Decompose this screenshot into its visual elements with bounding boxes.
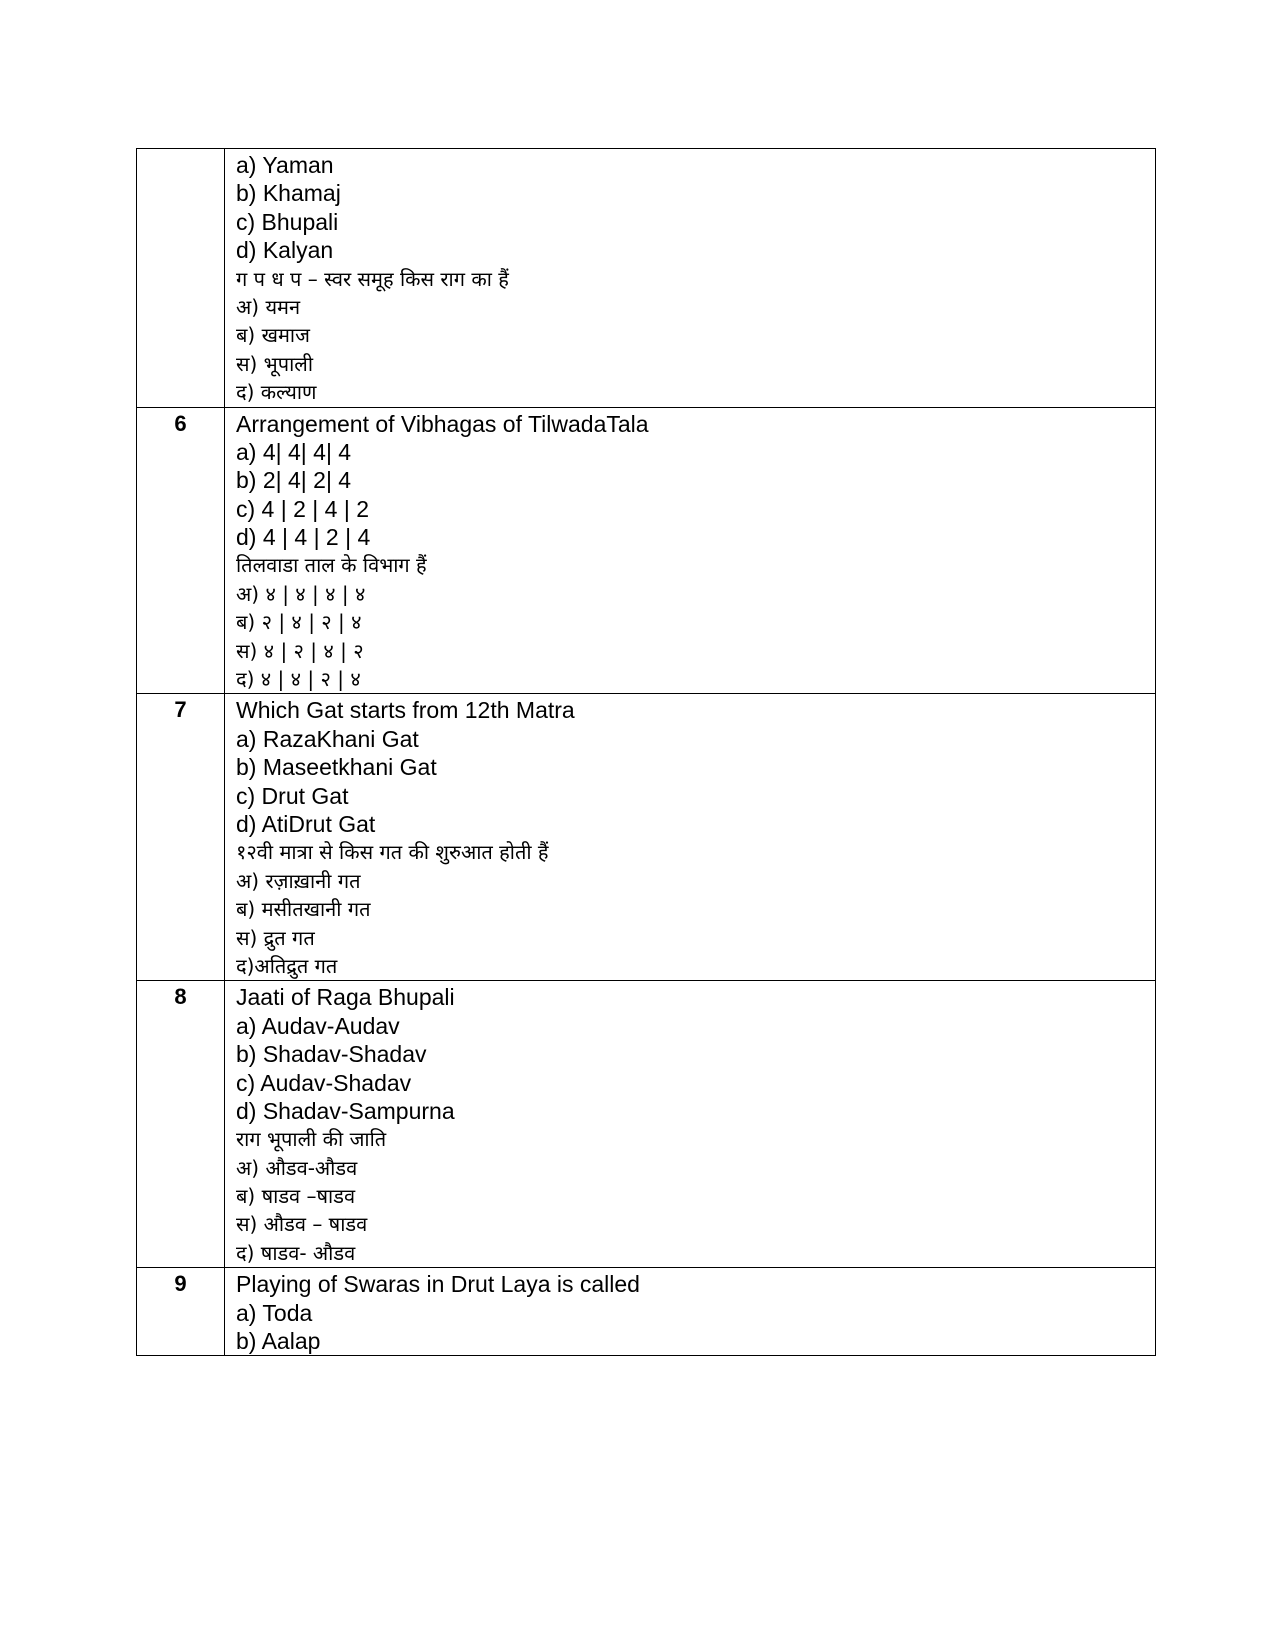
question-content xyxy=(225,694,1156,981)
option-text: राग भूपाली की जाति xyxy=(236,1127,387,1152)
question-text-hindi: १२वी मात्रा से किस गत की शुरुआत होती हैं xyxy=(236,840,549,865)
option-text: a) Audav-Audav xyxy=(236,1012,400,1039)
option-text: द) ४ | ४ | २ | ४ xyxy=(236,667,361,692)
option-text: ब) २ | ४ | २ | ४ xyxy=(236,610,362,635)
option-text: द)अतिद्रुत गत xyxy=(236,953,338,978)
option-text: d) 4 | 4 | 2 | 4 xyxy=(236,524,371,551)
question-content xyxy=(225,149,1156,408)
question-number: 9 xyxy=(137,1268,225,1356)
option-text: स) ४ | २ | ४ | २ xyxy=(236,638,364,663)
question-row xyxy=(137,407,1156,694)
option-text: ब) षाडव –षाडव xyxy=(236,1184,356,1209)
option-text: अ) ४ | ४ | ४ | ४ xyxy=(236,581,366,606)
option-text: ब) खमाज xyxy=(236,323,310,348)
option-text: स) द्रुत गत xyxy=(236,925,315,950)
question-number: 8 xyxy=(137,981,225,1268)
question-text: Which Gat starts from 12th Matra xyxy=(236,697,575,724)
question-text: Playing of Swaras in Drut Laya is called xyxy=(236,1271,640,1298)
question-number xyxy=(137,149,225,408)
question-row xyxy=(137,1268,1156,1356)
question-text-hindi: ग प ध प – स्वर समूह किस राग का हैं xyxy=(236,266,509,291)
option-text: b) Shadav-Shadav xyxy=(236,1041,427,1068)
option-text: अ) औडव-औडव xyxy=(236,1155,358,1180)
option-text: b) 2| 4| 2| 4 xyxy=(236,467,352,494)
question-row xyxy=(137,981,1156,1268)
option-text: स) भूपाली xyxy=(236,351,314,376)
option-text: c) Audav-Shadav xyxy=(236,1069,412,1096)
question-text: Jaati of Raga Bhupali xyxy=(236,984,455,1011)
question-number: 6 xyxy=(137,407,225,694)
question-text-hindi: तिलवाडा ताल के विभाग हैं xyxy=(236,553,427,578)
question-row xyxy=(137,694,1156,981)
option-text: c) Bhupali xyxy=(236,208,339,235)
option-text: c) Drut Gat xyxy=(236,782,349,809)
question-text: Arrangement of Vibhagas of TilwadaTala xyxy=(236,410,649,437)
option-text: a) 4| 4| 4| 4 xyxy=(236,438,352,465)
option-text: अ) रज़ाख़ानी गत xyxy=(236,868,361,893)
option-text: d) Kalyan xyxy=(236,237,334,264)
option-text: b) Maseetkhani Gat xyxy=(236,754,437,781)
option-text: d) Shadav-Sampurna xyxy=(236,1097,455,1124)
option-text: d) AtiDrut Gat xyxy=(236,810,376,837)
question-content xyxy=(225,1268,1156,1356)
option-text: b) Khamaj xyxy=(236,180,341,207)
question-content xyxy=(225,981,1156,1268)
question-table-body xyxy=(137,149,1156,1356)
option-text: अ) यमन xyxy=(236,294,301,319)
option-text: द) षाडव- औडव xyxy=(236,1240,356,1265)
question-content xyxy=(225,407,1156,694)
option-text: a) RazaKhani Gat xyxy=(236,725,419,752)
option-text: ब) मसीतखानी गत xyxy=(236,897,371,922)
question-number: 7 xyxy=(137,694,225,981)
question-row xyxy=(137,149,1156,408)
option-text: c) 4 | 2 | 4 | 2 xyxy=(236,495,369,522)
option-text: b) Aalap xyxy=(236,1328,321,1355)
option-text: द) कल्याण xyxy=(236,380,317,405)
question-table xyxy=(136,148,1156,1356)
option-text: a) Toda xyxy=(236,1299,313,1326)
option-text: a) Yaman xyxy=(236,152,334,178)
option-text: स) औडव – षाडव xyxy=(236,1212,368,1237)
